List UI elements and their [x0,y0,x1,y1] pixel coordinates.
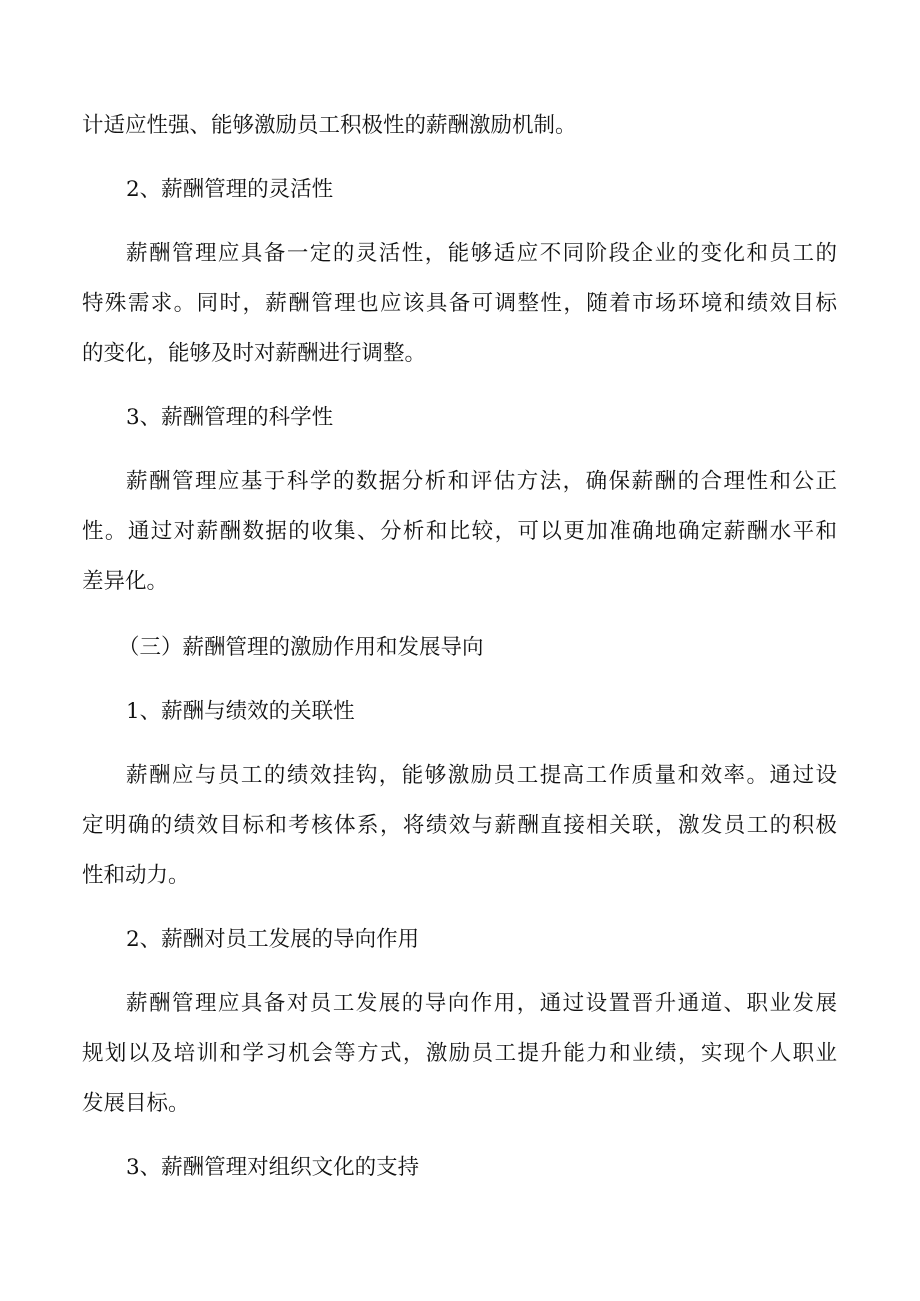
paragraph-line: 薪酬应与员工的绩效挂钩，能够激励员工提高工作质量和效率。通过设 [126,763,837,788]
section-heading: 3、薪酬管理的科学性 [126,405,334,430]
section-heading: 3、薪酬管理对组织文化的支持 [126,1155,420,1180]
paragraph-line: 性和动力。 [82,863,190,888]
paragraph-line: 薪酬管理应具备对员工发展的导向作用，通过设置晋升通道、职业发展 [126,991,837,1016]
section-heading: 2、薪酬管理的灵活性 [126,177,334,202]
section-heading: 2、薪酬对员工发展的导向作用 [126,927,420,952]
paragraph-line: 性。通过对薪酬数据的收集、分析和比较，可以更加准确地确定薪酬水平和 [82,519,837,544]
chapter-heading: （三）薪酬管理的激励作用和发展导向 [118,635,484,660]
paragraph-line: 规划以及培训和学习机会等方式，激励员工提升能力和业绩，实现个人职业 [82,1041,837,1066]
paragraph-line: 差异化。 [82,569,169,594]
paragraph-line: 薪酬管理应具备一定的灵活性，能够适应不同阶段企业的变化和员工的 [126,241,837,266]
paragraph-line: 发展目标。 [82,1091,190,1116]
paragraph-continuation: 计适应性强、能够激励员工积极性的薪酬激励机制。 [82,113,577,138]
section-heading: 1、薪酬与绩效的关联性 [126,699,355,724]
paragraph-line: 定明确的绩效目标和考核体系，将绩效与薪酬直接相关联，激发员工的积极 [82,813,837,838]
paragraph-line: 薪酬管理应基于科学的数据分析和评估方法，确保薪酬的合理性和公正 [126,469,837,494]
paragraph-line: 的变化，能够及时对薪酬进行调整。 [82,341,427,366]
paragraph-line: 特殊需求。同时，薪酬管理也应该具备可调整性，随着市场环境和绩效目标 [82,291,837,316]
